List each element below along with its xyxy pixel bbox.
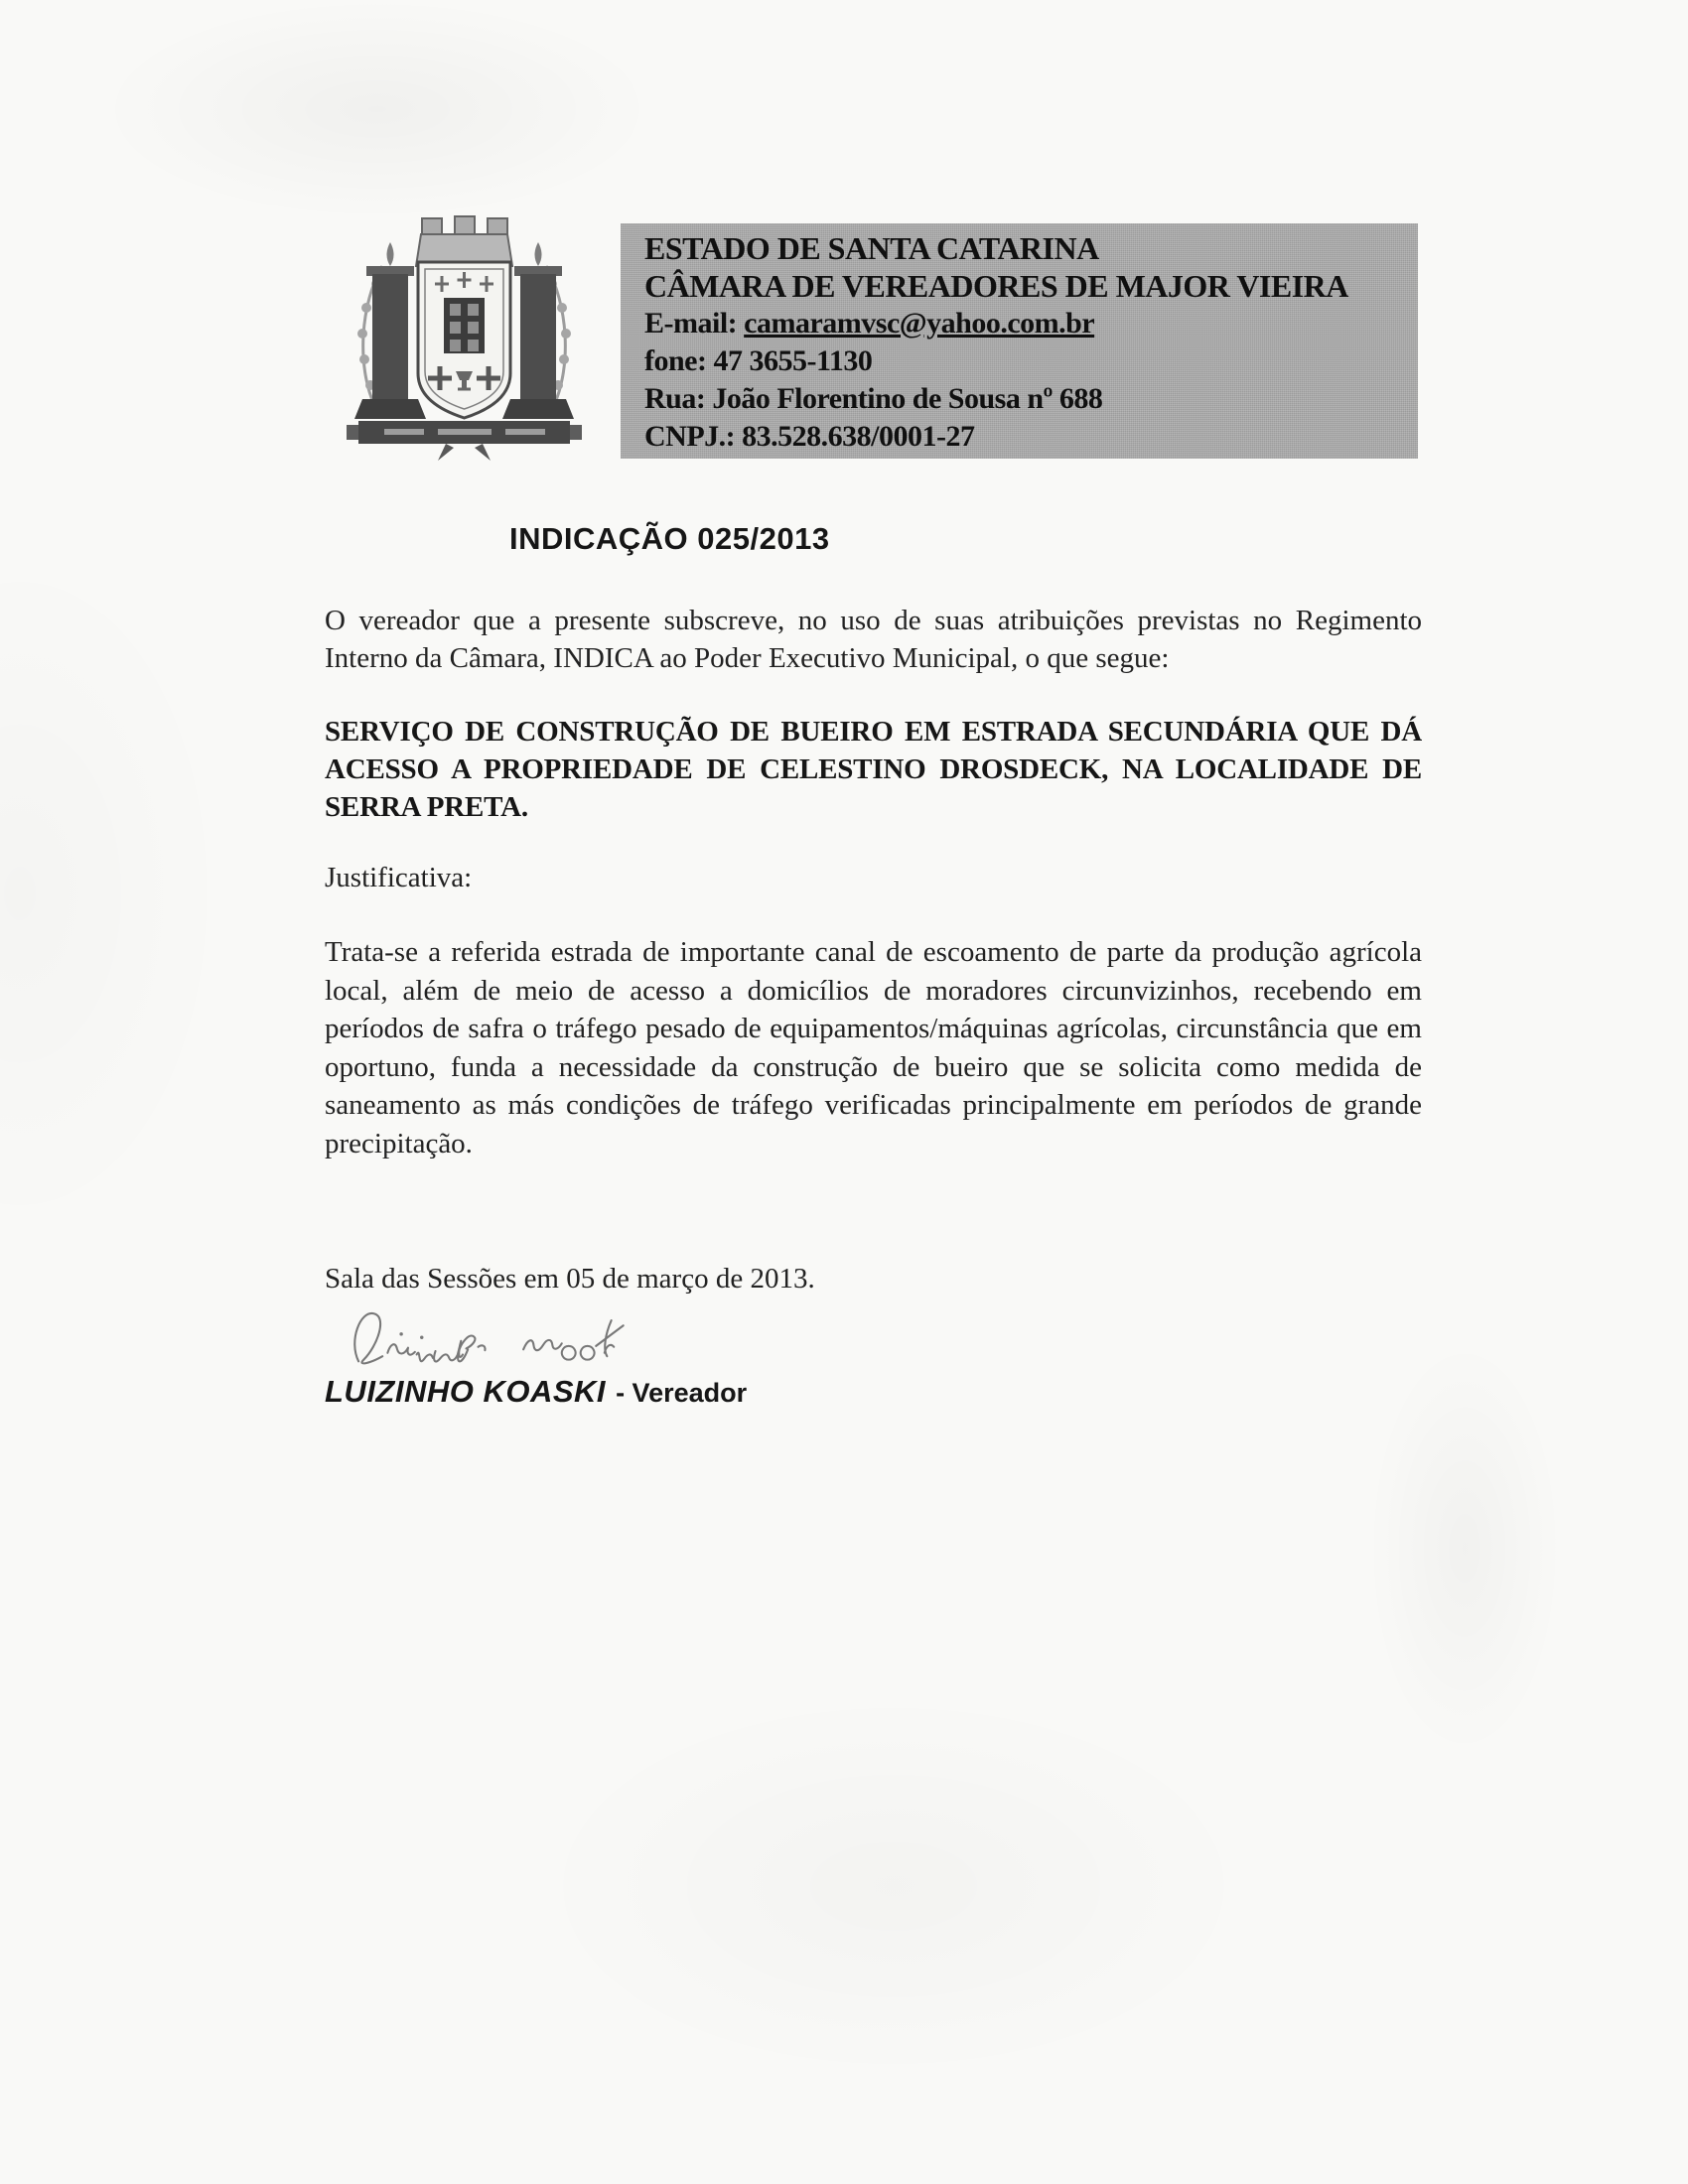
- session-date-line: Sala das Sessões em 05 de março de 2013.: [325, 1263, 815, 1295]
- letterhead-state: ESTADO DE SANTA CATARINA: [644, 230, 1099, 266]
- handwritten-signature: [320, 1297, 667, 1382]
- justification-label: Justificativa:: [325, 862, 473, 893]
- document-title: INDICAÇÃO 025/2013: [509, 521, 830, 556]
- email-label: E-mail:: [644, 307, 738, 340]
- letterhead-email-line: [644, 305, 1408, 342]
- intro-paragraph: O vereador que a presente subscreve, no uso de suas atribuições previstas no Regimento Interno da Câmara, INDICA ao Poder Executivo Municipal, o que segue:: [325, 605, 1422, 674]
- signer-line: [325, 1374, 747, 1410]
- letterhead-phone: fone: 47 3655-1130: [644, 344, 873, 377]
- justification-paragraph: Trata-se a referida estrada de importante canal de escoamento de parte da produção agrícola local, além de meio de acesso a domicílios de moradores circunvizinhos, recebendo em períodos de safra o tráfego pesado de equipamentos/máquinas agrícolas, circunstância que em oportuno, funda a necessidade da construção de bueiro que se solicita como medida de saneamento as más condições de tráfego verificadas principalmente em períodos de grande precipitação.: [325, 936, 1422, 1160]
- letterhead-cnpj: CNPJ.: 83.528.638/0001-27: [644, 420, 975, 453]
- letterhead-organization: CÂMARA DE VEREADORES DE MAJOR VIEIRA: [644, 268, 1348, 304]
- email-link: camaramvsc@yahoo.com.br: [744, 307, 1095, 340]
- coat-of-arms-icon: [343, 205, 586, 471]
- letterhead-box: [621, 223, 1418, 459]
- signer-name: LUIZINHO KOASKI: [325, 1374, 607, 1409]
- subject-paragraph: SERVIÇO DE CONSTRUÇÃO DE BUEIRO EM ESTRADA SECUNDÁRIA QUE DÁ ACESSO A PROPRIEDADE DE CELESTINO DROSDECK, NA LOCALIDADE DE SERRA PRETA.: [325, 716, 1422, 823]
- letterhead-address: Rua: João Florentino de Sousa nº 688: [644, 382, 1103, 415]
- signer-role: - Vereador: [616, 1378, 748, 1408]
